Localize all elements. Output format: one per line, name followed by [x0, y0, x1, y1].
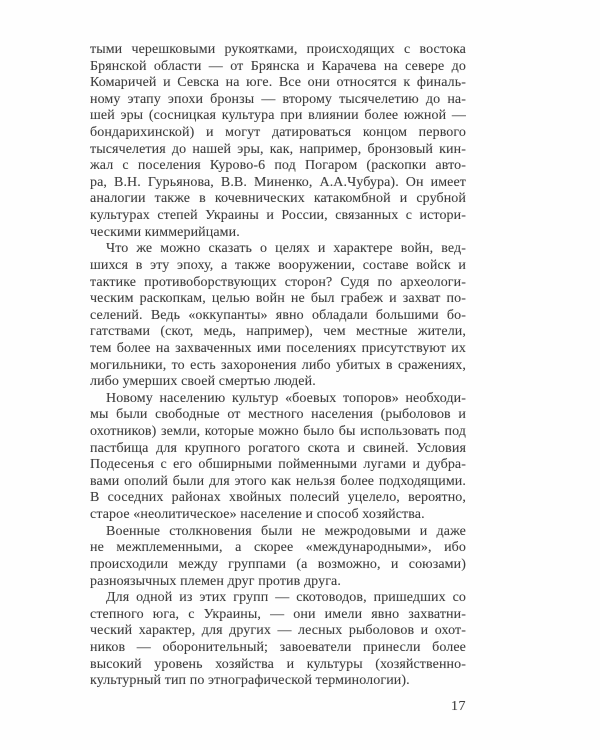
text-line: Военные столкновения были не межродовыми и даже [106, 523, 466, 539]
text-line: Что же можно сказать о целях и характере войн, вед- [106, 241, 466, 257]
text-line: шихся в эту эпоху, а также вооружении, составе войск и [90, 257, 466, 273]
text-line: аналогии также в кочевнических катакомбной и срубной [90, 191, 466, 207]
text-line: шей эры (сосницкая культура при влиянии более южной — [90, 108, 466, 124]
text-line: тысячелетия до нашей эры, как, например, бронзовый кин- [90, 141, 466, 157]
page-number: 17 [451, 699, 466, 714]
text-line: Комаричей и Севска на юге. Все они относятся к финаль- [90, 75, 466, 91]
text-line: мы были свободные от местного населения (рыболовов и [90, 407, 466, 423]
text-line: старое «неолитическое» население и способ хозяйства. [90, 507, 425, 523]
text-line: культурный тип по этнографической терминологии). [90, 673, 410, 689]
text-line: высокий уровень хозяйства и культуры (хозяйственно- [90, 656, 466, 672]
text-line: не межплеменными, а скорее «международными», ибо [90, 540, 466, 556]
text-line: ческими киммерийцами. [90, 224, 240, 240]
text-line: ному этапу эпохи бронзы — второму тысячелетию до на- [90, 91, 466, 107]
text-line: Брянской области — от Брянска и Карачева на севере до [90, 58, 466, 74]
text-line: Для одной из этих групп — скотоводов, пришедших со [106, 590, 466, 606]
text-line: ра, В.Н. Гурьянова, В.В. Миненко, А.А.Чубура). Он имеет [90, 174, 466, 190]
text-line: В соседних районах хвойных полесий уцелело, вероятно, [90, 490, 466, 506]
text-line: тем более на захваченных ими поселениях присутствуют их [90, 340, 466, 356]
text-line: тыми черешковыми рукоятками, происходящих с востока [90, 42, 466, 57]
page-text-block [90, 42, 466, 690]
text-line: вами ополий были для этого как нельзя более подходящими. [90, 473, 466, 489]
text-line: ческим раскопкам, целью войн не был грабеж и захват по- [90, 291, 466, 307]
text-line: могильники, то есть захоронения либо убитых в сражениях, [90, 357, 466, 373]
text-line: пастбища для крупного рогатого скота и свиней. Условия [90, 440, 466, 456]
text-line: селений. Ведь «оккупанты» явно обладали большими бо- [90, 307, 466, 323]
text-line: Новому населению культур «боевых топоров» необходи- [106, 390, 466, 406]
text-line: тактике противоборствующих сторон? Судя по археологи- [90, 274, 466, 290]
text-line: ников — оборонительный; завоеватели принесли более [90, 639, 466, 655]
text-line: ческий характер, для других — лесных рыболовов и охот- [90, 623, 466, 639]
text-line: разноязычных племен друг против друга. [90, 573, 341, 589]
text-line: степного юга, с Украины, — они имели явно захватни- [90, 606, 466, 622]
text-line: гатствами (скот, медь, например), чем местные жители, [90, 324, 466, 340]
text-line: происходили между группами (а возможно, и союзами) [90, 556, 466, 572]
text-line: охотников) земли, которые можно было бы использовать под [90, 424, 466, 440]
text-line: жал с поселения Курово-6 под Погаром (раскопки авто- [90, 158, 466, 174]
text-line: Подесенья с его обширными пойменными лугами и дубра- [90, 457, 466, 473]
text-line: бондарихинской) и могут датироваться концом первого [90, 125, 466, 141]
text-line: культурах степей Украины и России, связанных с истори- [90, 208, 466, 224]
text-line: либо умерших своей смертью людей. [90, 374, 316, 390]
